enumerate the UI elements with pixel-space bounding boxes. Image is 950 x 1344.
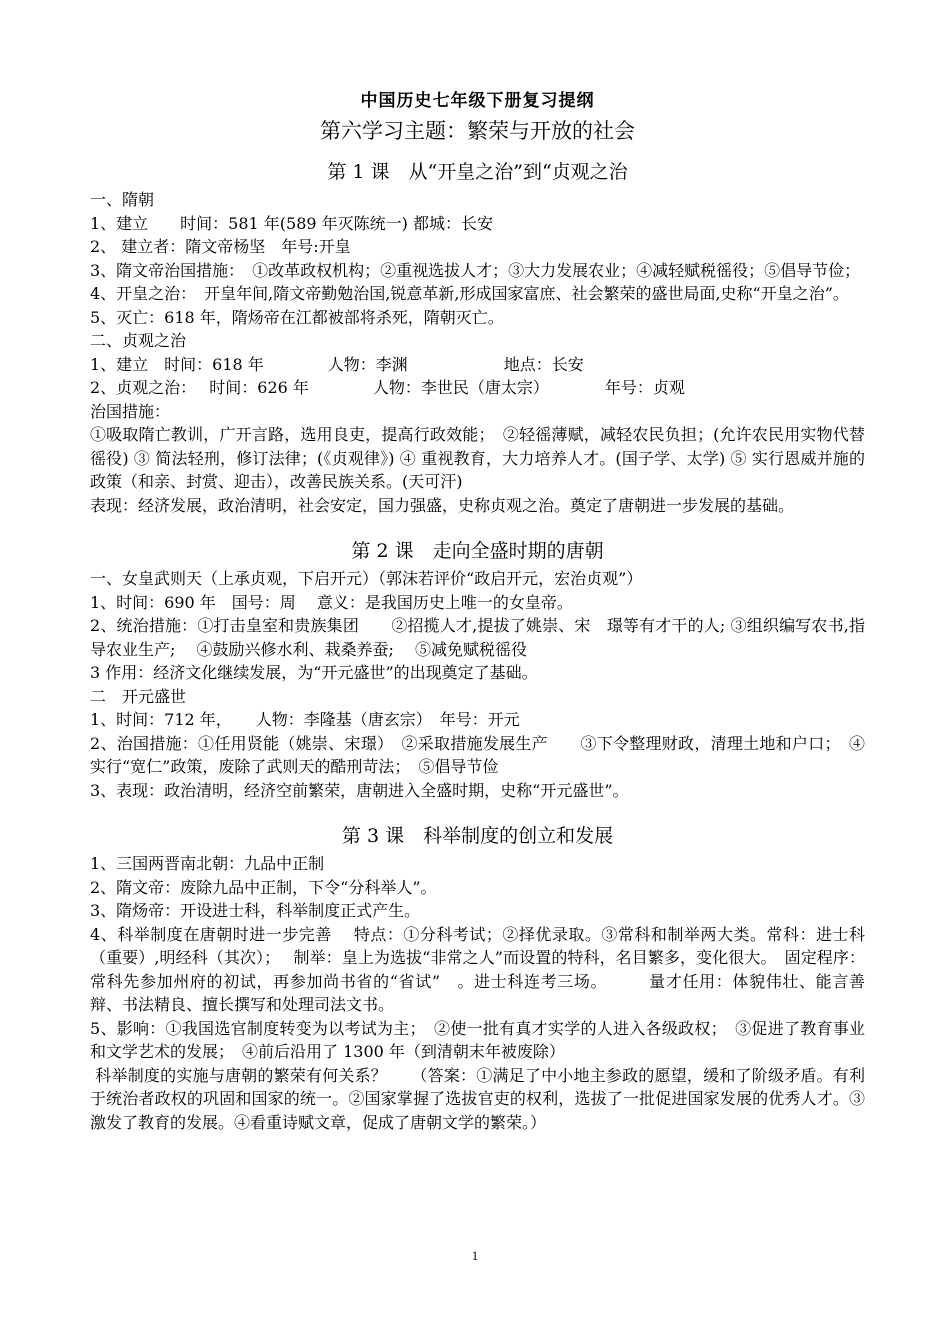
lesson-line: 5、影响：①我国选官制度转变为以考试为主； ②使一批有真才实学的人进入各级政权； ③促进了教育事业和文学艺术的发展； ④前后沿用了 1300 年（到清朝末年被废除） (90, 1018, 865, 1061)
lesson-line: 5、灭亡：618 年，隋炀帝在江都被部将杀死，隋朝灭亡。 (90, 307, 504, 327)
lesson-line: 表现：经济发展，政治清明，社会安定，国力强盛，史称贞观之治。奠定了唐朝进一步发展的基础。 (90, 495, 795, 515)
lesson-title: 第 1 课 从“开皇之治”到“贞观之治 (327, 161, 628, 183)
lesson-line: 2、 建立者：隋文帝杨坚 年号:开皇 (90, 237, 351, 256)
lesson-line: 1、建立 时间：581 年(589 年灭陈统一) 都城：长安 (90, 213, 494, 233)
lesson-1 (90, 158, 865, 517)
lesson-line: 1、三国两晋南北朝：九品中正制 (90, 854, 325, 873)
lesson-line: 科举制度的实施与唐朝的繁荣有何关系？ （答案：①满足了中小地主参政的愿望，缓和了阶级矛盾。有利于统治者政权的巩固和国家的统一。②国家掌握了选拔官吏的权利，选拔了一批促进国家发展的优秀人才。③激发了教育的发展。④看重诗赋文章，促成了唐朝文学的繁荣。） (90, 1065, 865, 1132)
lesson-line: 2、隋文帝：废除九品中正制，下令“分科举人”。 (90, 877, 437, 897)
lesson-3 (90, 822, 865, 1134)
lesson-title: 第 2 课 走向全盛时期的唐朝 (351, 540, 604, 562)
lesson-line: 1、建立 时间：618 年 人物：李渊 地点：长安 (90, 354, 584, 374)
document-body (90, 88, 865, 1134)
lesson-2 (90, 537, 865, 802)
lesson-line: 3、表现：政治清明，经济空前繁荣，唐朝进入全盛时期，史称“开元盛世”。 (90, 780, 629, 800)
lesson-line: 3、隋文帝治国措施： ①改革政权机构；②重视选拔人才；③大力发展农业；④减轻赋税徭役；⑤倡导节俭； (90, 260, 861, 280)
lesson-line: 2、统治措施：①打击皇室和贵族集团 ②招揽人才,提拔了姚崇、宋 璟等有才干的人; ③组织编写农书,指导农业生产; ④鼓励兴修水利、栽桑养蚕; ⑤减免赋税徭役 (90, 616, 865, 659)
lesson-line: 3 作用：经济文化继续发展，为“开元盛世”的出现奠定了基础。 (90, 663, 538, 682)
lesson-line: ①吸取隋亡教训，广开言路，选用良吏，提高行政效能； ②轻徭薄赋，减轻农民负担；(允许农民用实物代替徭役) ③ 简法轻刑，修订法律；(《贞观律》) ④ 重视教育，大力培养人才。(国子学、太学) ⑤ 实行恩威并施的政策（和亲、封赏、迎击），改善民族关系。(天可汗) (90, 425, 865, 491)
lesson-line: 3、隋炀帝：开设进士科，科举制度正式产生。 (90, 901, 421, 920)
theme-title: 第六学习主题：繁荣与开放的社会 (320, 119, 635, 143)
lesson-line: 4、科举制度在唐朝时进一步完善 特点：①分科考试；②择优录取。③常科和制举两大类。常科：进士科（重要）,明经科（其次）； 制举：皇上为选拔“非常之人”而设置的特科，名目繁多，变化很大。 固定程序：常科先参加州府的初试，再参加尚书省的“省试” 。进士科连考三场。 量才任用：体貌伟壮、能言善辩、书法精良、擅长撰写和处理司法文书。 (90, 924, 865, 1014)
lesson-title: 第 3 课 科举制度的创立和发展 (341, 825, 614, 847)
document-title: 中国历史七年级下册复习提纲 (360, 91, 595, 111)
lesson-line: 2、治国措施：①任用贤能（姚崇、宋璟） ②采取措施发展生产 ③下令整理财政，清理土地和户口； ④实行“宽仁”政策，废除了武则天的酷刑苛法； ⑤倡导节俭 (90, 733, 865, 776)
lesson-line: 治国措施： (90, 401, 171, 421)
lesson-line: 一、隋朝 (90, 190, 155, 209)
lesson-line: 二 开元盛世 (90, 686, 187, 706)
lesson-line: 4、开皇之治： 开皇年间,隋文帝勤勉治国,锐意革新,形成国家富庶、社会繁荣的盛世局面,史称“开皇之治”。 (90, 284, 849, 303)
lesson-line: 一、女皇武则天（上承贞观，下启开元）（郭沫若评价“政启开元，宏治贞观”） (90, 569, 643, 588)
lesson-line: 2、贞观之治： 时间：626 年 人物：李世民（唐太宗） 年号：贞观 (90, 378, 685, 397)
page-number: 1 (471, 1248, 479, 1263)
lesson-line: 1、时间：712 年， 人物：李隆基（唐玄宗） 年号：开元 (90, 710, 520, 729)
lesson-line: 二、贞观之治 (90, 331, 187, 350)
lesson-line: 1、时间：690 年 国号：周 意义：是我国历史上唯一的女皇帝。 (90, 592, 573, 612)
